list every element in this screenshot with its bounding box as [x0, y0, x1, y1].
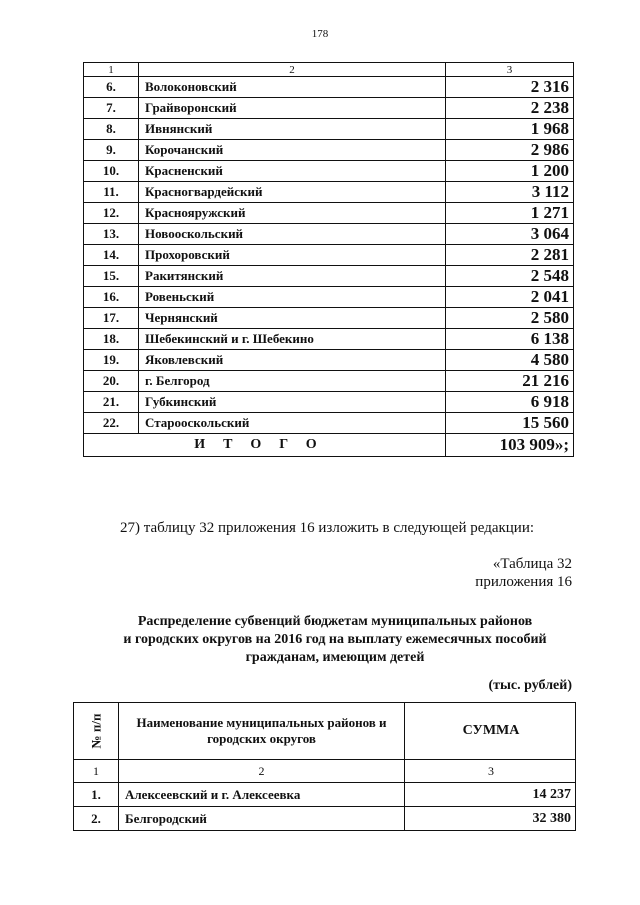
row-number: 19.: [84, 350, 139, 371]
amount-value: 1 271: [446, 203, 574, 224]
total-value: 103 909»;: [446, 434, 574, 457]
row-number: 8.: [84, 119, 139, 140]
district-name: Красненский: [139, 161, 446, 182]
column-number-3: 3: [446, 63, 574, 77]
name-column-header: Наименование муниципальных районов и городских округов: [119, 703, 405, 760]
amount-value: 21 216: [446, 371, 574, 392]
amount-value: 2 548: [446, 266, 574, 287]
amount-value: 15 560: [446, 413, 574, 434]
column-number-3: 3: [405, 760, 576, 783]
amount-value: 14 237: [405, 783, 576, 807]
district-name: Корочанский: [139, 140, 446, 161]
row-number: 21.: [84, 392, 139, 413]
amount-value: 2 316: [446, 77, 574, 98]
amount-value: 1 200: [446, 161, 574, 182]
district-name: Волоконовский: [139, 77, 446, 98]
table-row: [84, 350, 574, 371]
table-row: [84, 371, 574, 392]
row-number: 20.: [84, 371, 139, 392]
sum-column-header: СУММА: [405, 703, 576, 760]
amount-value: 2 281: [446, 245, 574, 266]
district-name: Красногвардейский: [139, 182, 446, 203]
table-row: [84, 161, 574, 182]
table-row: [84, 287, 574, 308]
header-row: [74, 703, 576, 760]
table-row: [84, 77, 574, 98]
caption-line: Распределение субвенций бюджетам муниципальных районов: [137, 614, 533, 629]
table-row: [84, 182, 574, 203]
table-row: [74, 807, 576, 831]
column-numbering-row: [74, 760, 576, 783]
district-name: Ровеньский: [139, 287, 446, 308]
table-row: [84, 224, 574, 245]
row-number: 14.: [84, 245, 139, 266]
district-name: Прохоровский: [139, 245, 446, 266]
district-name: Белгородский: [119, 807, 405, 831]
column-number-1: 1: [74, 760, 119, 783]
table-row: [84, 203, 574, 224]
table-row: [84, 329, 574, 350]
amount-value: 2 986: [446, 140, 574, 161]
table-caption: [60, 613, 610, 667]
amount-value: 6 918: [446, 392, 574, 413]
table-row: [84, 413, 574, 434]
table-row: [84, 308, 574, 329]
unit-label: (тыс. рублей): [488, 678, 572, 693]
district-name: г. Белгород: [139, 371, 446, 392]
table-reference: «Таблица 32: [492, 556, 572, 572]
row-number: 22.: [84, 413, 139, 434]
amount-value: 32 380: [405, 807, 576, 831]
distribution-table-continued: [83, 62, 574, 457]
number-column-header: [74, 703, 119, 760]
amount-value: 2 041: [446, 287, 574, 308]
row-number: 13.: [84, 224, 139, 245]
row-number: 11.: [84, 182, 139, 203]
row-number: 10.: [84, 161, 139, 182]
district-name: Новооскольский: [139, 224, 446, 245]
row-number: 16.: [84, 287, 139, 308]
amount-value: 4 580: [446, 350, 574, 371]
district-name: Ивнянский: [139, 119, 446, 140]
district-name: Старооскольский: [139, 413, 446, 434]
table-row: [84, 98, 574, 119]
amount-value: 3 112: [446, 182, 574, 203]
amount-value: 1 968: [446, 119, 574, 140]
caption-line: гражданам, имеющим детей: [245, 650, 425, 665]
column-number-2: 2: [139, 63, 446, 77]
table-row: [74, 783, 576, 807]
row-number: 17.: [84, 308, 139, 329]
column-number-2: 2: [119, 760, 405, 783]
row-number: 6.: [84, 77, 139, 98]
table-row: [84, 119, 574, 140]
amount-value: 2 238: [446, 98, 574, 119]
district-name: Шебекинский и г. Шебекино: [139, 329, 446, 350]
appendix-reference: приложения 16: [475, 574, 572, 590]
row-number: 2.: [74, 807, 119, 831]
column-numbering-row: [84, 63, 574, 77]
row-number: 15.: [84, 266, 139, 287]
table-row: [84, 140, 574, 161]
number-header-text: № п/п: [88, 713, 103, 749]
amendment-paragraph: 27) таблицу 32 приложения 16 изложить в следующей редакции:: [120, 520, 535, 536]
row-number: 1.: [74, 783, 119, 807]
row-number: 7.: [84, 98, 139, 119]
subvention-table: [73, 702, 576, 831]
district-name: Алексеевский и г. Алексеевка: [119, 783, 405, 807]
district-name: Губкинский: [139, 392, 446, 413]
total-row: [84, 434, 574, 457]
district-name: Яковлевский: [139, 350, 446, 371]
district-name: Краснояружский: [139, 203, 446, 224]
district-name: Ракитянский: [139, 266, 446, 287]
table-row: [84, 392, 574, 413]
district-name: Чернянский: [139, 308, 446, 329]
table-row: [84, 266, 574, 287]
amount-value: 2 580: [446, 308, 574, 329]
column-number-1: 1: [84, 63, 139, 77]
page-number: 178: [311, 28, 329, 40]
table-row: [84, 245, 574, 266]
total-label: ИТОГО: [84, 434, 446, 457]
district-name: Грайворонский: [139, 98, 446, 119]
row-number: 18.: [84, 329, 139, 350]
amount-value: 6 138: [446, 329, 574, 350]
row-number: 12.: [84, 203, 139, 224]
row-number: 9.: [84, 140, 139, 161]
amount-value: 3 064: [446, 224, 574, 245]
caption-line: и городских округов на 2016 год на выплату ежемесячных пособий: [123, 632, 547, 647]
